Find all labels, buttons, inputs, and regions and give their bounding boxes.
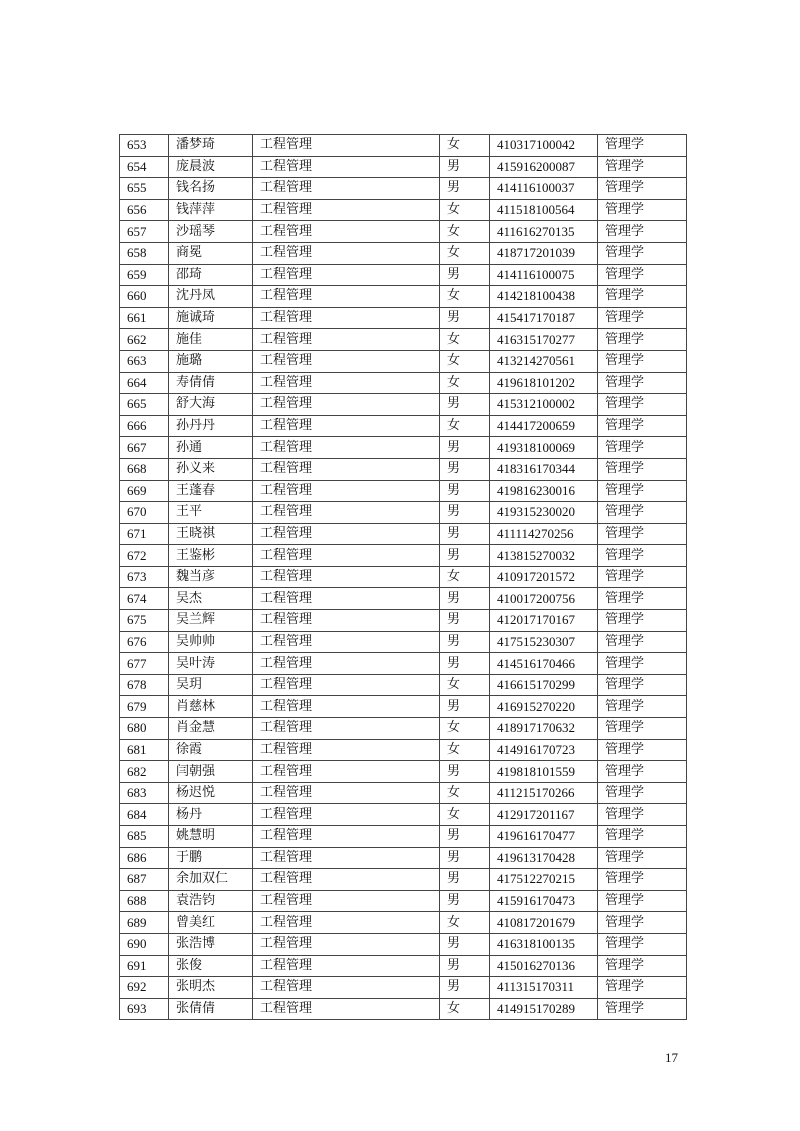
major-cell: 工程管理 <box>253 523 440 545</box>
table-row <box>120 782 687 804</box>
table-row <box>120 545 687 567</box>
student-id-cell: 415916170473 <box>490 890 598 912</box>
row-number-cell: 691 <box>120 955 169 977</box>
name-cell: 吴兰辉 <box>169 610 253 632</box>
row-number-cell: 693 <box>120 998 169 1020</box>
major-cell: 工程管理 <box>253 890 440 912</box>
row-number-cell: 676 <box>120 631 169 653</box>
row-number-cell: 673 <box>120 566 169 588</box>
category-cell: 管理学 <box>598 674 687 696</box>
table-row <box>120 674 687 696</box>
table-row <box>120 566 687 588</box>
row-number-cell: 679 <box>120 696 169 718</box>
gender-cell: 女 <box>440 718 490 740</box>
gender-cell: 女 <box>440 329 490 351</box>
gender-cell: 男 <box>440 307 490 329</box>
category-cell: 管理学 <box>598 415 687 437</box>
gender-cell: 男 <box>440 933 490 955</box>
name-cell: 曾美红 <box>169 912 253 934</box>
table-row <box>120 221 687 243</box>
table-row <box>120 761 687 783</box>
table-row <box>120 480 687 502</box>
major-cell: 工程管理 <box>253 156 440 178</box>
name-cell: 钱名扬 <box>169 178 253 200</box>
table-row <box>120 933 687 955</box>
name-cell: 舒大海 <box>169 394 253 416</box>
major-cell: 工程管理 <box>253 264 440 286</box>
major-cell: 工程管理 <box>253 631 440 653</box>
row-number-cell: 659 <box>120 264 169 286</box>
table-row <box>120 135 687 157</box>
category-cell: 管理学 <box>598 631 687 653</box>
gender-cell: 男 <box>440 458 490 480</box>
table-row <box>120 199 687 221</box>
name-cell: 沈丹凤 <box>169 286 253 308</box>
name-cell: 王鉴彬 <box>169 545 253 567</box>
name-cell: 孙丹丹 <box>169 415 253 437</box>
table-row <box>120 977 687 999</box>
row-number-cell: 664 <box>120 372 169 394</box>
major-cell: 工程管理 <box>253 286 440 308</box>
student-id-cell: 412917201167 <box>490 804 598 826</box>
table-row <box>120 523 687 545</box>
gender-cell: 女 <box>440 912 490 934</box>
student-id-cell: 411114270256 <box>490 523 598 545</box>
student-id-cell: 416915270220 <box>490 696 598 718</box>
gender-cell: 女 <box>440 221 490 243</box>
gender-cell: 男 <box>440 977 490 999</box>
major-cell: 工程管理 <box>253 718 440 740</box>
table-row <box>120 610 687 632</box>
table-row <box>120 458 687 480</box>
gender-cell: 男 <box>440 264 490 286</box>
gender-cell: 女 <box>440 782 490 804</box>
major-cell: 工程管理 <box>253 199 440 221</box>
category-cell: 管理学 <box>598 480 687 502</box>
name-cell: 吴叶涛 <box>169 653 253 675</box>
major-cell: 工程管理 <box>253 869 440 891</box>
category-cell: 管理学 <box>598 156 687 178</box>
student-id-cell: 411616270135 <box>490 221 598 243</box>
category-cell: 管理学 <box>598 242 687 264</box>
row-number-cell: 689 <box>120 912 169 934</box>
student-id-cell: 415417170187 <box>490 307 598 329</box>
category-cell: 管理学 <box>598 545 687 567</box>
category-cell: 管理学 <box>598 372 687 394</box>
name-cell: 杨迟悦 <box>169 782 253 804</box>
major-cell: 工程管理 <box>253 912 440 934</box>
name-cell: 于鹏 <box>169 847 253 869</box>
major-cell: 工程管理 <box>253 977 440 999</box>
name-cell: 施璐 <box>169 350 253 372</box>
row-number-cell: 681 <box>120 739 169 761</box>
major-cell: 工程管理 <box>253 998 440 1020</box>
category-cell: 管理学 <box>598 588 687 610</box>
row-number-cell: 682 <box>120 761 169 783</box>
student-id-cell: 412017170167 <box>490 610 598 632</box>
gender-cell: 女 <box>440 415 490 437</box>
category-cell: 管理学 <box>598 912 687 934</box>
name-cell: 肖慈林 <box>169 696 253 718</box>
table-row <box>120 804 687 826</box>
gender-cell: 男 <box>440 653 490 675</box>
category-cell: 管理学 <box>598 977 687 999</box>
table-row <box>120 631 687 653</box>
gender-cell: 男 <box>440 502 490 524</box>
name-cell: 王平 <box>169 502 253 524</box>
student-id-cell: 410317100042 <box>490 135 598 157</box>
row-number-cell: 670 <box>120 502 169 524</box>
row-number-cell: 677 <box>120 653 169 675</box>
student-id-cell: 416315170277 <box>490 329 598 351</box>
category-cell: 管理学 <box>598 566 687 588</box>
student-id-cell: 414916170723 <box>490 739 598 761</box>
row-number-cell: 660 <box>120 286 169 308</box>
gender-cell: 男 <box>440 437 490 459</box>
table-row <box>120 955 687 977</box>
gender-cell: 男 <box>440 156 490 178</box>
major-cell: 工程管理 <box>253 933 440 955</box>
category-cell: 管理学 <box>598 804 687 826</box>
category-cell: 管理学 <box>598 718 687 740</box>
gender-cell: 男 <box>440 826 490 848</box>
gender-cell: 男 <box>440 761 490 783</box>
major-cell: 工程管理 <box>253 653 440 675</box>
major-cell: 工程管理 <box>253 739 440 761</box>
name-cell: 张浩博 <box>169 933 253 955</box>
gender-cell: 男 <box>440 631 490 653</box>
student-id-cell: 414417200659 <box>490 415 598 437</box>
student-id-cell: 419613170428 <box>490 847 598 869</box>
major-cell: 工程管理 <box>253 826 440 848</box>
row-number-cell: 656 <box>120 199 169 221</box>
table-row <box>120 242 687 264</box>
table-row <box>120 847 687 869</box>
category-cell: 管理学 <box>598 502 687 524</box>
row-number-cell: 657 <box>120 221 169 243</box>
name-cell: 吴玥 <box>169 674 253 696</box>
major-cell: 工程管理 <box>253 588 440 610</box>
gender-cell: 女 <box>440 242 490 264</box>
category-cell: 管理学 <box>598 739 687 761</box>
row-number-cell: 669 <box>120 480 169 502</box>
name-cell: 张俊 <box>169 955 253 977</box>
gender-cell: 男 <box>440 847 490 869</box>
category-cell: 管理学 <box>598 523 687 545</box>
row-number-cell: 667 <box>120 437 169 459</box>
row-number-cell: 678 <box>120 674 169 696</box>
table-row <box>120 739 687 761</box>
table-row <box>120 588 687 610</box>
table-row <box>120 178 687 200</box>
row-number-cell: 690 <box>120 933 169 955</box>
major-cell: 工程管理 <box>253 804 440 826</box>
category-cell: 管理学 <box>598 135 687 157</box>
category-cell: 管理学 <box>598 329 687 351</box>
table-row <box>120 307 687 329</box>
row-number-cell: 688 <box>120 890 169 912</box>
student-table <box>119 134 687 1020</box>
table-row <box>120 696 687 718</box>
category-cell: 管理学 <box>598 847 687 869</box>
gender-cell: 男 <box>440 480 490 502</box>
student-id-cell: 419318100069 <box>490 437 598 459</box>
gender-cell: 女 <box>440 350 490 372</box>
major-cell: 工程管理 <box>253 696 440 718</box>
name-cell: 王蓬春 <box>169 480 253 502</box>
row-number-cell: 661 <box>120 307 169 329</box>
table-row <box>120 372 687 394</box>
table-row <box>120 890 687 912</box>
gender-cell: 男 <box>440 955 490 977</box>
major-cell: 工程管理 <box>253 135 440 157</box>
name-cell: 潘梦琦 <box>169 135 253 157</box>
table-row <box>120 653 687 675</box>
category-cell: 管理学 <box>598 286 687 308</box>
major-cell: 工程管理 <box>253 178 440 200</box>
major-cell: 工程管理 <box>253 221 440 243</box>
name-cell: 魏当彦 <box>169 566 253 588</box>
table-row <box>120 502 687 524</box>
student-id-cell: 419818101559 <box>490 761 598 783</box>
student-id-cell: 418917170632 <box>490 718 598 740</box>
gender-cell: 男 <box>440 869 490 891</box>
student-id-cell: 414116100037 <box>490 178 598 200</box>
student-id-cell: 419816230016 <box>490 480 598 502</box>
category-cell: 管理学 <box>598 955 687 977</box>
table-row <box>120 718 687 740</box>
student-id-cell: 411315170311 <box>490 977 598 999</box>
gender-cell: 男 <box>440 696 490 718</box>
name-cell: 孙通 <box>169 437 253 459</box>
gender-cell: 女 <box>440 135 490 157</box>
table-row <box>120 394 687 416</box>
row-number-cell: 674 <box>120 588 169 610</box>
gender-cell: 女 <box>440 199 490 221</box>
gender-cell: 女 <box>440 566 490 588</box>
major-cell: 工程管理 <box>253 847 440 869</box>
student-id-cell: 411215170266 <box>490 782 598 804</box>
row-number-cell: 686 <box>120 847 169 869</box>
major-cell: 工程管理 <box>253 955 440 977</box>
category-cell: 管理学 <box>598 394 687 416</box>
name-cell: 徐霞 <box>169 739 253 761</box>
major-cell: 工程管理 <box>253 480 440 502</box>
row-number-cell: 675 <box>120 610 169 632</box>
row-number-cell: 672 <box>120 545 169 567</box>
name-cell: 张明杰 <box>169 977 253 999</box>
category-cell: 管理学 <box>598 307 687 329</box>
category-cell: 管理学 <box>598 761 687 783</box>
gender-cell: 男 <box>440 588 490 610</box>
name-cell: 施佳 <box>169 329 253 351</box>
row-number-cell: 684 <box>120 804 169 826</box>
major-cell: 工程管理 <box>253 437 440 459</box>
student-id-cell: 410917201572 <box>490 566 598 588</box>
category-cell: 管理学 <box>598 869 687 891</box>
name-cell: 庞晨波 <box>169 156 253 178</box>
major-cell: 工程管理 <box>253 545 440 567</box>
table-row <box>120 826 687 848</box>
table-row <box>120 264 687 286</box>
row-number-cell: 654 <box>120 156 169 178</box>
category-cell: 管理学 <box>598 890 687 912</box>
gender-cell: 男 <box>440 890 490 912</box>
page-number: 17 <box>665 1050 678 1065</box>
student-id-cell: 414516170466 <box>490 653 598 675</box>
name-cell: 寿倩倩 <box>169 372 253 394</box>
row-number-cell: 655 <box>120 178 169 200</box>
student-id-cell: 416318100135 <box>490 933 598 955</box>
student-id-cell: 417515230307 <box>490 631 598 653</box>
row-number-cell: 683 <box>120 782 169 804</box>
row-number-cell: 680 <box>120 718 169 740</box>
row-number-cell: 671 <box>120 523 169 545</box>
gender-cell: 女 <box>440 739 490 761</box>
category-cell: 管理学 <box>598 610 687 632</box>
table-row <box>120 912 687 934</box>
row-number-cell: 692 <box>120 977 169 999</box>
table-row <box>120 350 687 372</box>
row-number-cell: 666 <box>120 415 169 437</box>
row-number-cell: 668 <box>120 458 169 480</box>
category-cell: 管理学 <box>598 264 687 286</box>
student-id-cell: 414116100075 <box>490 264 598 286</box>
category-cell: 管理学 <box>598 350 687 372</box>
name-cell: 肖金慧 <box>169 718 253 740</box>
name-cell: 袁浩钧 <box>169 890 253 912</box>
row-number-cell: 653 <box>120 135 169 157</box>
table-body <box>120 135 687 1020</box>
table-row <box>120 869 687 891</box>
major-cell: 工程管理 <box>253 761 440 783</box>
category-cell: 管理学 <box>598 199 687 221</box>
table-row <box>120 998 687 1020</box>
major-cell: 工程管理 <box>253 372 440 394</box>
gender-cell: 男 <box>440 178 490 200</box>
name-cell: 余加双仁 <box>169 869 253 891</box>
student-id-cell: 411518100564 <box>490 199 598 221</box>
row-number-cell: 658 <box>120 242 169 264</box>
gender-cell: 女 <box>440 286 490 308</box>
student-id-cell: 418316170344 <box>490 458 598 480</box>
table-row <box>120 286 687 308</box>
gender-cell: 女 <box>440 804 490 826</box>
table-row <box>120 156 687 178</box>
major-cell: 工程管理 <box>253 329 440 351</box>
major-cell: 工程管理 <box>253 610 440 632</box>
student-id-cell: 414915170289 <box>490 998 598 1020</box>
major-cell: 工程管理 <box>253 782 440 804</box>
major-cell: 工程管理 <box>253 307 440 329</box>
table-row <box>120 437 687 459</box>
name-cell: 沙瑶琴 <box>169 221 253 243</box>
row-number-cell: 687 <box>120 869 169 891</box>
table-row <box>120 415 687 437</box>
student-id-cell: 417512270215 <box>490 869 598 891</box>
name-cell: 孙义来 <box>169 458 253 480</box>
student-id-cell: 419616170477 <box>490 826 598 848</box>
name-cell: 邵琦 <box>169 264 253 286</box>
row-number-cell: 663 <box>120 350 169 372</box>
name-cell: 吴帅帅 <box>169 631 253 653</box>
student-id-cell: 414218100438 <box>490 286 598 308</box>
row-number-cell: 662 <box>120 329 169 351</box>
name-cell: 王晓祺 <box>169 523 253 545</box>
student-id-cell: 419618101202 <box>490 372 598 394</box>
gender-cell: 男 <box>440 610 490 632</box>
gender-cell: 男 <box>440 394 490 416</box>
row-number-cell: 685 <box>120 826 169 848</box>
student-id-cell: 410017200756 <box>490 588 598 610</box>
student-id-cell: 415916200087 <box>490 156 598 178</box>
category-cell: 管理学 <box>598 221 687 243</box>
name-cell: 商冕 <box>169 242 253 264</box>
name-cell: 闫朝强 <box>169 761 253 783</box>
major-cell: 工程管理 <box>253 350 440 372</box>
category-cell: 管理学 <box>598 826 687 848</box>
category-cell: 管理学 <box>598 782 687 804</box>
student-id-cell: 413214270561 <box>490 350 598 372</box>
name-cell: 施诚琦 <box>169 307 253 329</box>
student-id-cell: 418717201039 <box>490 242 598 264</box>
major-cell: 工程管理 <box>253 674 440 696</box>
major-cell: 工程管理 <box>253 415 440 437</box>
category-cell: 管理学 <box>598 933 687 955</box>
category-cell: 管理学 <box>598 458 687 480</box>
category-cell: 管理学 <box>598 998 687 1020</box>
major-cell: 工程管理 <box>253 502 440 524</box>
student-id-cell: 416615170299 <box>490 674 598 696</box>
name-cell: 姚慧明 <box>169 826 253 848</box>
student-id-cell: 415312100002 <box>490 394 598 416</box>
table-row <box>120 329 687 351</box>
major-cell: 工程管理 <box>253 394 440 416</box>
name-cell: 吴杰 <box>169 588 253 610</box>
major-cell: 工程管理 <box>253 566 440 588</box>
student-id-cell: 413815270032 <box>490 545 598 567</box>
gender-cell: 女 <box>440 372 490 394</box>
gender-cell: 男 <box>440 523 490 545</box>
name-cell: 杨丹 <box>169 804 253 826</box>
name-cell: 张倩倩 <box>169 998 253 1020</box>
major-cell: 工程管理 <box>253 242 440 264</box>
gender-cell: 女 <box>440 674 490 696</box>
category-cell: 管理学 <box>598 653 687 675</box>
name-cell: 钱萍萍 <box>169 199 253 221</box>
student-id-cell: 410817201679 <box>490 912 598 934</box>
gender-cell: 男 <box>440 545 490 567</box>
student-id-cell: 415016270136 <box>490 955 598 977</box>
category-cell: 管理学 <box>598 437 687 459</box>
gender-cell: 女 <box>440 998 490 1020</box>
category-cell: 管理学 <box>598 178 687 200</box>
row-number-cell: 665 <box>120 394 169 416</box>
major-cell: 工程管理 <box>253 458 440 480</box>
category-cell: 管理学 <box>598 696 687 718</box>
student-id-cell: 419315230020 <box>490 502 598 524</box>
